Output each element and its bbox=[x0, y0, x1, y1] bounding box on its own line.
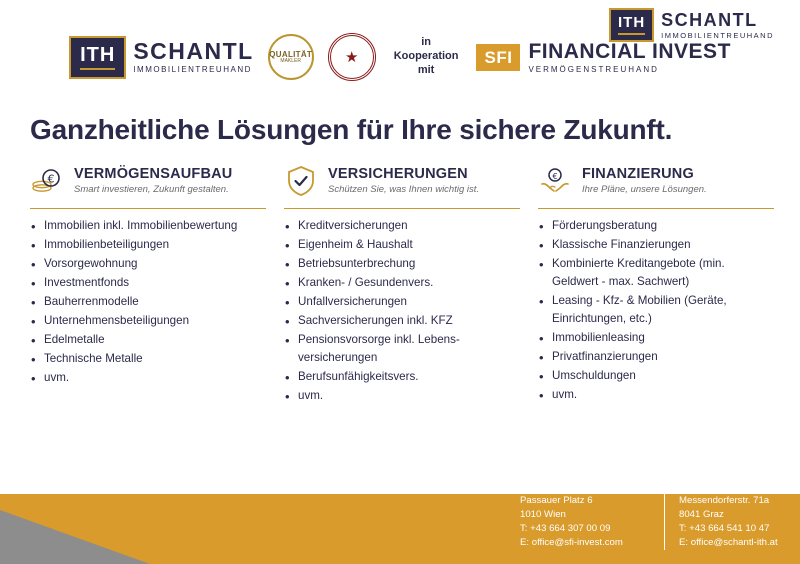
office-email[interactable]: E: office@schantl-ith.at bbox=[679, 537, 778, 549]
office-title: Office Wien: bbox=[520, 480, 573, 492]
column-header bbox=[30, 164, 266, 198]
column-item-list bbox=[538, 217, 774, 404]
partner-logo bbox=[476, 41, 730, 74]
list-item: • Unfallversicherungen bbox=[284, 293, 520, 311]
list-item: • Pensionsvorsorge inkl. Lebens-versicherungen bbox=[284, 331, 520, 367]
column-subtitle: Schützen Sie, was Ihnen wichtig ist. bbox=[328, 184, 480, 196]
list-item: • Technische Metalle bbox=[30, 350, 266, 368]
sfi-monogram-icon: SFI bbox=[476, 44, 520, 71]
svg-text:€: € bbox=[552, 171, 558, 181]
partner-logo-tagline: VERMÖGENSTREUHAND bbox=[528, 64, 659, 74]
page-title: Ganzheitliche Lösungen für Ihre sichere Zukunft. bbox=[30, 114, 673, 145]
list-item: • Betriebsunterbrechung bbox=[284, 255, 520, 273]
column-header bbox=[284, 164, 520, 198]
column-subtitle: Ihre Pläne, unsere Lösungen. bbox=[582, 184, 707, 196]
list-item: • Edelmetalle bbox=[30, 331, 266, 349]
list-item: • uvm. bbox=[30, 369, 266, 387]
column-divider bbox=[30, 208, 266, 209]
list-item: • Investmentfonds bbox=[30, 274, 266, 292]
main-logo-tagline: IMMOBILIENTREUHAND bbox=[133, 65, 252, 74]
office-street: Passauer Platz 6 bbox=[520, 495, 593, 507]
list-item: • uvm. bbox=[538, 386, 774, 404]
office-city: 1010 Wien bbox=[520, 509, 566, 521]
list-item: • Kreditversicherungen bbox=[284, 217, 520, 235]
page-footer bbox=[0, 454, 800, 564]
column-title: VERMÖGENSAUFBAU bbox=[74, 165, 233, 182]
quality-seal-line1: QUALITÄT bbox=[269, 49, 313, 59]
shield-check-icon bbox=[284, 164, 318, 198]
service-column-vermoegensaufbau bbox=[30, 164, 266, 406]
list-item: • uvm. bbox=[284, 387, 520, 405]
list-item: • Vorsorgewohnung bbox=[30, 255, 266, 273]
corner-logo-name: SCHANTL bbox=[661, 9, 758, 30]
list-item: • Bauherrenmodelle bbox=[30, 293, 266, 311]
list-item: • Immobilienleasing bbox=[538, 329, 774, 347]
main-logo-name: SCHANTL bbox=[133, 38, 254, 64]
column-header bbox=[538, 164, 774, 198]
list-item: • Förderungsberatung bbox=[538, 217, 774, 235]
list-item: • Kombinierte Kreditangebote (min. Geldwert - max. Sachwert) bbox=[538, 255, 774, 291]
hands-euro-icon bbox=[538, 164, 572, 198]
main-logo-text bbox=[133, 40, 253, 74]
service-column-versicherungen bbox=[284, 164, 520, 406]
svg-text:€: € bbox=[47, 172, 55, 186]
list-item: • Immobilien inkl. Immobilienbewertung bbox=[30, 217, 266, 235]
office-city: 8041 Graz bbox=[679, 509, 724, 521]
list-item: • Privatfinanzierungen bbox=[538, 348, 774, 366]
partner-logo-text bbox=[528, 41, 730, 74]
office-graz bbox=[664, 479, 800, 550]
column-title: FINANZIERUNG bbox=[582, 165, 694, 182]
column-title: VERSICHERUNGEN bbox=[328, 165, 468, 182]
footer-office-info bbox=[520, 479, 800, 550]
office-street: Messendorferstr. 71a bbox=[679, 495, 770, 507]
office-title: Office Graz: bbox=[679, 480, 731, 492]
ith-monogram-bar bbox=[80, 68, 115, 70]
ith-monogram-text: ITH bbox=[80, 43, 116, 66]
ith-monogram-icon bbox=[69, 36, 126, 79]
list-item: • Umschuldungen bbox=[538, 367, 774, 385]
certification-seal-icon: ★ bbox=[328, 33, 376, 81]
list-item: • Eigenheim & Haushalt bbox=[284, 236, 520, 254]
office-wien bbox=[520, 479, 664, 550]
column-subtitle: Smart investieren, Zukunft gestalten. bbox=[74, 184, 229, 196]
column-divider bbox=[538, 208, 774, 209]
service-columns bbox=[0, 146, 800, 406]
ith-monogram-text: ITH bbox=[617, 14, 646, 31]
list-item: • Klassische Finanzierungen bbox=[538, 236, 774, 254]
page-header bbox=[0, 0, 800, 100]
cooperation-label: in Kooperation mit bbox=[393, 36, 459, 76]
column-item-list bbox=[30, 217, 266, 387]
office-phone: T: +43 664 541 10 47 bbox=[679, 523, 770, 535]
column-divider bbox=[284, 208, 520, 209]
partner-logo-name: FINANCIAL INVEST bbox=[528, 39, 731, 63]
main-logo bbox=[69, 36, 254, 79]
list-item: • Immobilienbeteiligungen bbox=[30, 236, 266, 254]
list-item: • Sachversicherungen inkl. KFZ bbox=[284, 312, 520, 330]
office-phone: T: +43 664 307 00 09 bbox=[520, 523, 611, 535]
header-logo-row bbox=[0, 30, 800, 81]
office-email[interactable]: E: office@sfi-invest.com bbox=[520, 537, 623, 549]
list-item: • Unternehmensbeteiligungen bbox=[30, 312, 266, 330]
quality-seal-icon bbox=[268, 34, 314, 80]
corner-logo-tagline: IMMOBILIENTREUHAND bbox=[661, 30, 774, 40]
list-item: • Berufsunfähigkeitsvers. bbox=[284, 368, 520, 386]
list-item: • Kranken- / Gesundenvers. bbox=[284, 274, 520, 292]
list-item: • Leasing - Kfz- & Mobilien (Geräte, Einrichtungen, etc.) bbox=[538, 292, 774, 328]
coins-euro-icon bbox=[30, 164, 64, 198]
column-item-list bbox=[284, 217, 520, 405]
quality-seal-line2: MAKLER bbox=[280, 57, 301, 64]
service-column-finanzierung bbox=[538, 164, 774, 406]
